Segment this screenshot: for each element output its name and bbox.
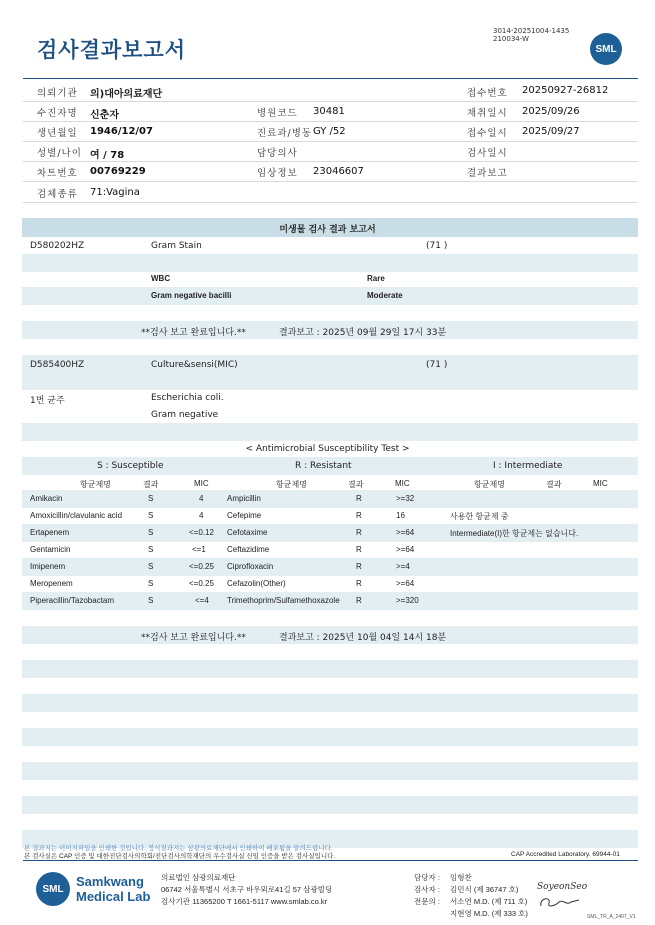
ast-r-drug: Ampicillin bbox=[227, 494, 261, 503]
report-time-1: 결과보고 : 2025년 09월 29일 17시 33분 bbox=[279, 328, 447, 338]
receipt-date-label: 접수일시 bbox=[467, 128, 508, 139]
manager-name: 임형찬 bbox=[450, 873, 472, 882]
ast-s-drug: Meropenem bbox=[30, 579, 73, 588]
ast-r-result: R bbox=[356, 579, 362, 588]
ast-s-drug: Gentamicin bbox=[30, 545, 71, 554]
staff-labels bbox=[414, 872, 440, 908]
ast-s-result: S bbox=[148, 596, 154, 605]
specimen-value: 71:Vagina bbox=[90, 187, 140, 198]
stripe bbox=[22, 558, 638, 576]
ast-r-mic: 16 bbox=[396, 511, 405, 520]
header-divider bbox=[23, 78, 638, 79]
group-resistant: R : Resistant bbox=[295, 461, 352, 471]
row-divider bbox=[23, 121, 638, 122]
ast-s-drug: Piperacillin/Tazobactam bbox=[30, 596, 115, 605]
chart-value: 00769229 bbox=[90, 166, 146, 177]
staff-names bbox=[450, 872, 528, 920]
organism-name: Escherichia coli. bbox=[151, 393, 224, 403]
sex-age-label: 성별/나이 bbox=[37, 148, 82, 159]
col-result: 결과 bbox=[546, 480, 562, 489]
collect-date-label: 채취일시 bbox=[467, 108, 508, 119]
row-divider bbox=[23, 202, 638, 203]
specialist-label: 전문의 : bbox=[414, 897, 440, 906]
receipt-date-value: 2025/09/27 bbox=[522, 126, 580, 137]
ast-r-drug: Cefazolin(Other) bbox=[227, 579, 286, 588]
birth-value: 1946/12/07 bbox=[90, 126, 153, 137]
hospital-code-value: 30481 bbox=[313, 106, 345, 117]
report-time-2: 결과보고 : 2025년 10월 04일 14시 18분 bbox=[279, 633, 447, 643]
ast-r-mic: >=64 bbox=[396, 579, 415, 588]
gram-name: Gram Stain bbox=[151, 241, 202, 251]
group-susceptible: S : Susceptible bbox=[97, 461, 164, 471]
gram-code: D580202HZ bbox=[30, 241, 85, 251]
gnb-label: Gram negative bacilli bbox=[151, 291, 232, 300]
wbc-value: Rare bbox=[367, 274, 385, 283]
ast-s-mic: <=0.25 bbox=[189, 579, 214, 588]
stripe bbox=[22, 694, 638, 712]
sml-logo: SML bbox=[590, 33, 622, 65]
tester-name: 김민식 (제 36747 호) bbox=[450, 885, 519, 894]
culture-code: D585400HZ bbox=[30, 360, 85, 370]
ast-r-mic: >=4 bbox=[396, 562, 410, 571]
report-complete-1: **검사 보고 완료입니다.** bbox=[141, 328, 246, 338]
col-mic: MIC bbox=[395, 479, 410, 488]
ast-s-mic: 4 bbox=[199, 511, 204, 520]
ast-r-result: R bbox=[356, 494, 362, 503]
ast-r-drug: Cefepime bbox=[227, 511, 262, 520]
culture-num: (71 ) bbox=[426, 360, 448, 370]
ast-r-result: R bbox=[356, 562, 362, 571]
section-title: 미생물 검사 결과 보고서 bbox=[279, 225, 376, 235]
brand-line-2: Medical Lab bbox=[76, 889, 151, 904]
ast-s-mic: <=1 bbox=[192, 545, 206, 554]
signature-2 bbox=[537, 894, 581, 910]
collect-date-value: 2025/09/26 bbox=[522, 106, 580, 117]
ast-s-result: S bbox=[148, 511, 154, 520]
row-divider bbox=[23, 101, 638, 102]
stripe bbox=[22, 287, 638, 305]
stripe bbox=[22, 355, 638, 373]
name-value: 신춘자 bbox=[90, 110, 119, 121]
col-result: 결과 bbox=[143, 480, 159, 489]
ast-s-drug: Amikacin bbox=[30, 494, 63, 503]
ast-r-mic: >=320 bbox=[396, 596, 419, 605]
stripe bbox=[22, 660, 638, 678]
ast-i-note-2: Intermediate(I)한 항균제는 없습니다. bbox=[450, 529, 579, 538]
row-divider bbox=[23, 141, 638, 142]
cap-accreditation: CAP Accredited Laboratory. 69944-01 bbox=[511, 851, 620, 858]
ast-s-drug: Amoxicillin/clavulanic acid bbox=[30, 511, 123, 520]
org-name: 의료법인 삼광의료재단 bbox=[161, 873, 236, 882]
hospital-code-label: 병원코드 bbox=[257, 108, 298, 119]
stripe bbox=[22, 796, 638, 814]
org-contact: 검사기관 11365200 T 1661-5117 www.smlab.co.kr bbox=[161, 897, 328, 906]
col-drug: 항균제명 bbox=[80, 480, 111, 489]
wbc-label: WBC bbox=[151, 274, 171, 283]
col-drug: 항균제명 bbox=[474, 480, 505, 489]
specialist-name-1: 서소연 M.D. (제 711 호) bbox=[450, 897, 528, 906]
ast-r-drug: Ceftazidime bbox=[227, 545, 270, 554]
page-title: 검사결과보고서 bbox=[37, 38, 187, 62]
signature-1: SoyeonSeo bbox=[537, 882, 588, 892]
ast-s-mic: <=0.25 bbox=[189, 562, 214, 571]
ast-r-drug: Trimethoprim/Sulfamethoxazole bbox=[227, 596, 340, 605]
ast-r-mic: >=64 bbox=[396, 528, 415, 537]
dept-label: 진료과/병동 bbox=[257, 128, 313, 139]
sml-footer-logo: SML bbox=[36, 872, 70, 906]
organism-gram: Gram negative bbox=[151, 410, 219, 420]
ast-r-mic: >=32 bbox=[396, 494, 415, 503]
cert-notice: 본 검사실은 CAP 인증 및 대한진단검사의학회/진단검사의학재단의 우수검사실 신임 인증을 받은 검사실입니다. bbox=[24, 853, 336, 860]
footer-divider bbox=[23, 860, 638, 861]
ast-s-mic: 4 bbox=[199, 494, 204, 503]
col-mic: MIC bbox=[593, 479, 608, 488]
gram-num: (71 ) bbox=[426, 241, 448, 251]
ast-i-note-1: 사용한 항균제 중 bbox=[450, 512, 509, 521]
specimen-label: 검체종류 bbox=[37, 189, 78, 200]
manager-label: 담당자 : bbox=[414, 873, 440, 882]
requester-value: 의)대아의료재단 bbox=[90, 89, 163, 100]
ast-r-result: R bbox=[356, 528, 362, 537]
gnb-value: Moderate bbox=[367, 291, 403, 300]
stripe bbox=[22, 372, 638, 390]
ast-r-mic: >=64 bbox=[396, 545, 415, 554]
col-result: 결과 bbox=[348, 480, 364, 489]
ast-s-result: S bbox=[148, 562, 154, 571]
ast-s-result: S bbox=[148, 579, 154, 588]
requester-label: 의뢰기관 bbox=[37, 88, 78, 99]
ast-r-drug: Cefotaxime bbox=[227, 528, 268, 537]
ast-title: < Antimicrobial Susceptibility Test > bbox=[245, 444, 410, 454]
col-drug: 항균제명 bbox=[276, 480, 307, 489]
ast-s-mic: <=4 bbox=[195, 596, 209, 605]
org-address: 06742 서울특별시 서초구 바우뫼로41길 57 삼광빌딩 bbox=[161, 885, 333, 894]
dept-value: GY /52 bbox=[313, 126, 346, 137]
test-date-label: 검사일시 bbox=[467, 148, 508, 159]
ast-r-result: R bbox=[356, 545, 362, 554]
col-mic: MIC bbox=[194, 479, 209, 488]
stripe bbox=[22, 490, 638, 508]
row-divider bbox=[23, 181, 638, 182]
org-info bbox=[161, 872, 332, 908]
document-id-line1: 3014-20251004-1435 bbox=[493, 27, 570, 35]
brand-name bbox=[76, 874, 150, 904]
stripe bbox=[22, 254, 638, 272]
culture-name: Culture&sensi(MIC) bbox=[151, 360, 238, 370]
sex-age-value: 여 / 78 bbox=[90, 150, 125, 161]
ast-r-drug: Ciprofloxacin bbox=[227, 562, 274, 571]
stripe bbox=[22, 728, 638, 746]
clinical-value: 23046607 bbox=[313, 166, 364, 177]
ast-s-drug: Imipenem bbox=[30, 562, 66, 571]
ast-s-result: S bbox=[148, 545, 154, 554]
receipt-no-label: 접수번호 bbox=[467, 88, 508, 99]
form-code: SML_TR_A_2407_V1 bbox=[587, 914, 636, 920]
name-label: 수진자명 bbox=[37, 108, 78, 119]
report-label: 결과보고 bbox=[467, 168, 508, 179]
ast-s-mic: <=0.12 bbox=[189, 528, 214, 537]
ast-s-drug: Ertapenem bbox=[30, 528, 70, 537]
brand-line-1: Samkwang bbox=[76, 874, 144, 889]
document-id bbox=[493, 27, 569, 43]
ast-r-result: R bbox=[356, 511, 362, 520]
birth-label: 생년월일 bbox=[37, 128, 78, 139]
stripe bbox=[22, 762, 638, 780]
receipt-no-value: 20250927-26812 bbox=[522, 85, 609, 96]
row-divider bbox=[23, 161, 638, 162]
ast-s-result: S bbox=[148, 494, 154, 503]
print-notice: 본 결과지는 이미지파일을 인쇄한 것입니다. 정식결과지는 삼광의료재단에서 인쇄하여 배포됨을 알려드립니다. bbox=[24, 845, 333, 852]
group-intermediate: I : Intermediate bbox=[493, 461, 563, 471]
document-id-line2: 210034-W bbox=[493, 35, 529, 43]
ast-r-result: R bbox=[356, 596, 362, 605]
organism-label: 1번 균주 bbox=[30, 396, 65, 406]
clinical-label: 임상정보 bbox=[257, 168, 298, 179]
specialist-name-2: 지현영 M.D. (제 333 호) bbox=[450, 909, 528, 918]
ast-s-result: S bbox=[148, 528, 154, 537]
chart-label: 차트번호 bbox=[37, 168, 78, 179]
tester-label: 검사자 : bbox=[414, 885, 440, 894]
report-complete-2: **검사 보고 완료입니다.** bbox=[141, 633, 246, 643]
doctor-label: 담당의사 bbox=[257, 148, 298, 159]
stripe bbox=[22, 423, 638, 441]
